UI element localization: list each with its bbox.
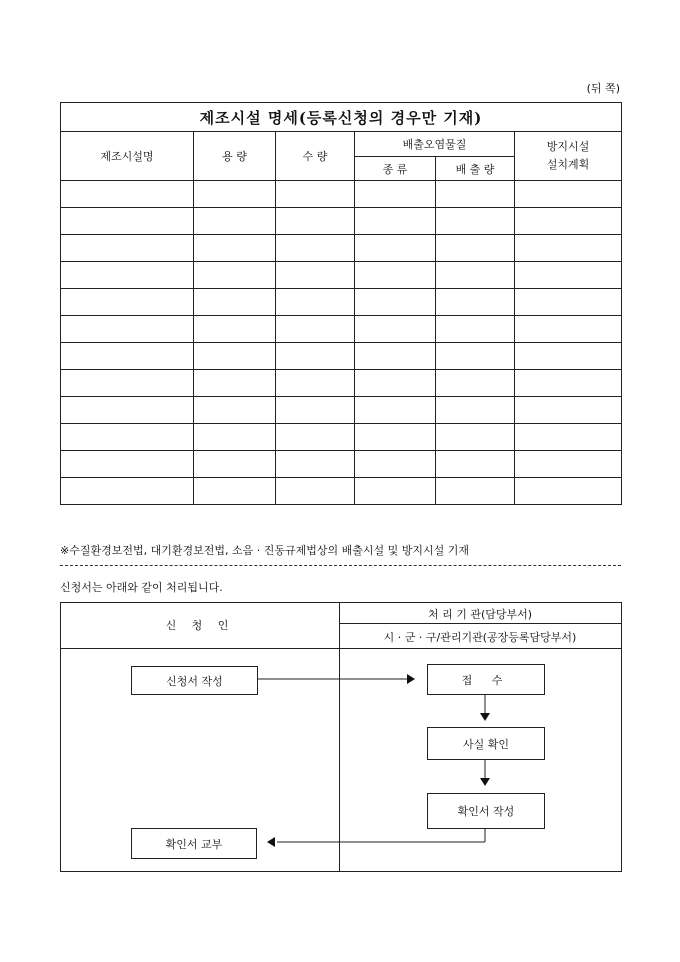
table-cell[interactable]	[61, 370, 194, 397]
table-cell[interactable]	[276, 208, 355, 235]
header-prevention-line1: 방지시설	[546, 140, 590, 153]
table-cell[interactable]	[355, 181, 436, 208]
table-cell[interactable]	[194, 181, 276, 208]
table-cell[interactable]	[436, 262, 515, 289]
step-write-application: 신청서 작성	[131, 666, 258, 695]
agency-subheader: 시 · 군 · 구/관리기관(공장등록담당부서)	[383, 631, 577, 644]
table-cell[interactable]	[61, 289, 194, 316]
step-receipt: 접 수	[427, 664, 545, 695]
header-facility-name: 제조시설명	[61, 132, 194, 181]
table-cell[interactable]	[515, 370, 622, 397]
applicant-header: 신 청 인	[165, 619, 235, 632]
table-cell[interactable]	[515, 181, 622, 208]
table-cell[interactable]	[436, 451, 515, 478]
table-cell[interactable]	[276, 451, 355, 478]
table-row	[61, 424, 622, 451]
table-cell[interactable]	[276, 316, 355, 343]
table-cell[interactable]	[61, 424, 194, 451]
table-cell[interactable]	[515, 208, 622, 235]
table-cell[interactable]	[61, 181, 194, 208]
table-row	[61, 397, 622, 424]
header-emission-amount: 배 출 량	[436, 157, 515, 181]
table-title: 제조시설 명세(등록신청의 경우만 기재)	[61, 103, 622, 132]
agency-header: 처 리 기 관(담당부서)	[427, 608, 533, 621]
header-prevention-plan	[515, 132, 622, 181]
table-cell[interactable]	[355, 316, 436, 343]
table-row	[61, 208, 622, 235]
table-cell[interactable]	[276, 262, 355, 289]
table-cell[interactable]	[436, 289, 515, 316]
table-cell[interactable]	[194, 208, 276, 235]
header-emission-group: 배출오염물질	[355, 132, 515, 157]
page-side-label: (뒤 쪽)	[586, 82, 620, 95]
arrow-return-head	[267, 837, 275, 847]
table-cell[interactable]	[436, 424, 515, 451]
table-row	[61, 478, 622, 505]
table-cell[interactable]	[276, 343, 355, 370]
table-cell[interactable]	[436, 208, 515, 235]
table-cell[interactable]	[515, 397, 622, 424]
table-cell[interactable]	[355, 235, 436, 262]
table-row	[61, 181, 622, 208]
step-fact-check: 사실 확인	[427, 727, 545, 760]
table-cell[interactable]	[515, 289, 622, 316]
table-cell[interactable]	[436, 478, 515, 505]
table-cell[interactable]	[515, 343, 622, 370]
table-cell[interactable]	[61, 235, 194, 262]
table-cell[interactable]	[515, 424, 622, 451]
process-flowchart	[60, 602, 622, 872]
table-cell[interactable]	[515, 478, 622, 505]
step-deliver-confirmation: 확인서 교부	[131, 828, 257, 859]
table-cell[interactable]	[61, 262, 194, 289]
header-quantity: 수 량	[276, 132, 355, 181]
header-emission-type: 종 류	[355, 157, 436, 181]
table-cell[interactable]	[194, 262, 276, 289]
table-cell[interactable]	[436, 370, 515, 397]
facility-table	[60, 102, 622, 505]
table-cell[interactable]	[194, 424, 276, 451]
dashed-divider	[60, 565, 621, 566]
table-cell[interactable]	[194, 397, 276, 424]
table-cell[interactable]	[194, 235, 276, 262]
table-cell[interactable]	[436, 343, 515, 370]
table-cell[interactable]	[515, 451, 622, 478]
table-cell[interactable]	[355, 343, 436, 370]
table-cell[interactable]	[61, 397, 194, 424]
table-cell[interactable]	[515, 235, 622, 262]
table-cell[interactable]	[436, 397, 515, 424]
table-row	[61, 370, 622, 397]
table-cell[interactable]	[355, 370, 436, 397]
table-cell[interactable]	[276, 289, 355, 316]
table-row	[61, 235, 622, 262]
process-intro: 신청서는 아래와 같이 처리됩니다.	[60, 581, 223, 594]
table-cell[interactable]	[194, 370, 276, 397]
table-cell[interactable]	[515, 316, 622, 343]
table-cell[interactable]	[276, 235, 355, 262]
arrow-submit-head	[407, 674, 415, 684]
table-cell[interactable]	[355, 478, 436, 505]
table-cell[interactable]	[436, 181, 515, 208]
table-cell[interactable]	[355, 397, 436, 424]
table-cell[interactable]	[194, 316, 276, 343]
arrow-check-head	[480, 778, 490, 786]
table-cell[interactable]	[61, 208, 194, 235]
table-cell[interactable]	[194, 289, 276, 316]
table-cell[interactable]	[276, 478, 355, 505]
table-cell[interactable]	[276, 370, 355, 397]
table-cell[interactable]	[355, 208, 436, 235]
table-cell[interactable]	[61, 343, 194, 370]
table-cell[interactable]	[276, 424, 355, 451]
table-cell[interactable]	[515, 262, 622, 289]
step-write-confirmation: 확인서 작성	[427, 793, 545, 829]
table-cell[interactable]	[194, 478, 276, 505]
table-cell[interactable]	[194, 451, 276, 478]
table-row	[61, 451, 622, 478]
table-row	[61, 289, 622, 316]
table-row	[61, 262, 622, 289]
table-cell[interactable]	[276, 181, 355, 208]
table-cell[interactable]	[436, 316, 515, 343]
table-row	[61, 316, 622, 343]
header-prevention-line2: 설치계획	[546, 158, 590, 171]
table-cell[interactable]	[61, 451, 194, 478]
table-cell[interactable]	[355, 262, 436, 289]
table-cell[interactable]	[355, 289, 436, 316]
table-cell[interactable]	[194, 343, 276, 370]
table-row	[61, 343, 622, 370]
table-cell[interactable]	[61, 478, 194, 505]
table-cell[interactable]	[61, 316, 194, 343]
table-cell[interactable]	[276, 397, 355, 424]
header-capacity: 용 량	[194, 132, 276, 181]
legal-note: ※수질환경보전법, 대기환경보전법, 소음 · 진동규제법상의 배출시설 및 방지시설 기재	[60, 544, 469, 557]
arrow-receipt-head	[480, 713, 490, 721]
table-cell[interactable]	[355, 424, 436, 451]
table-cell[interactable]	[355, 451, 436, 478]
table-cell[interactable]	[436, 235, 515, 262]
